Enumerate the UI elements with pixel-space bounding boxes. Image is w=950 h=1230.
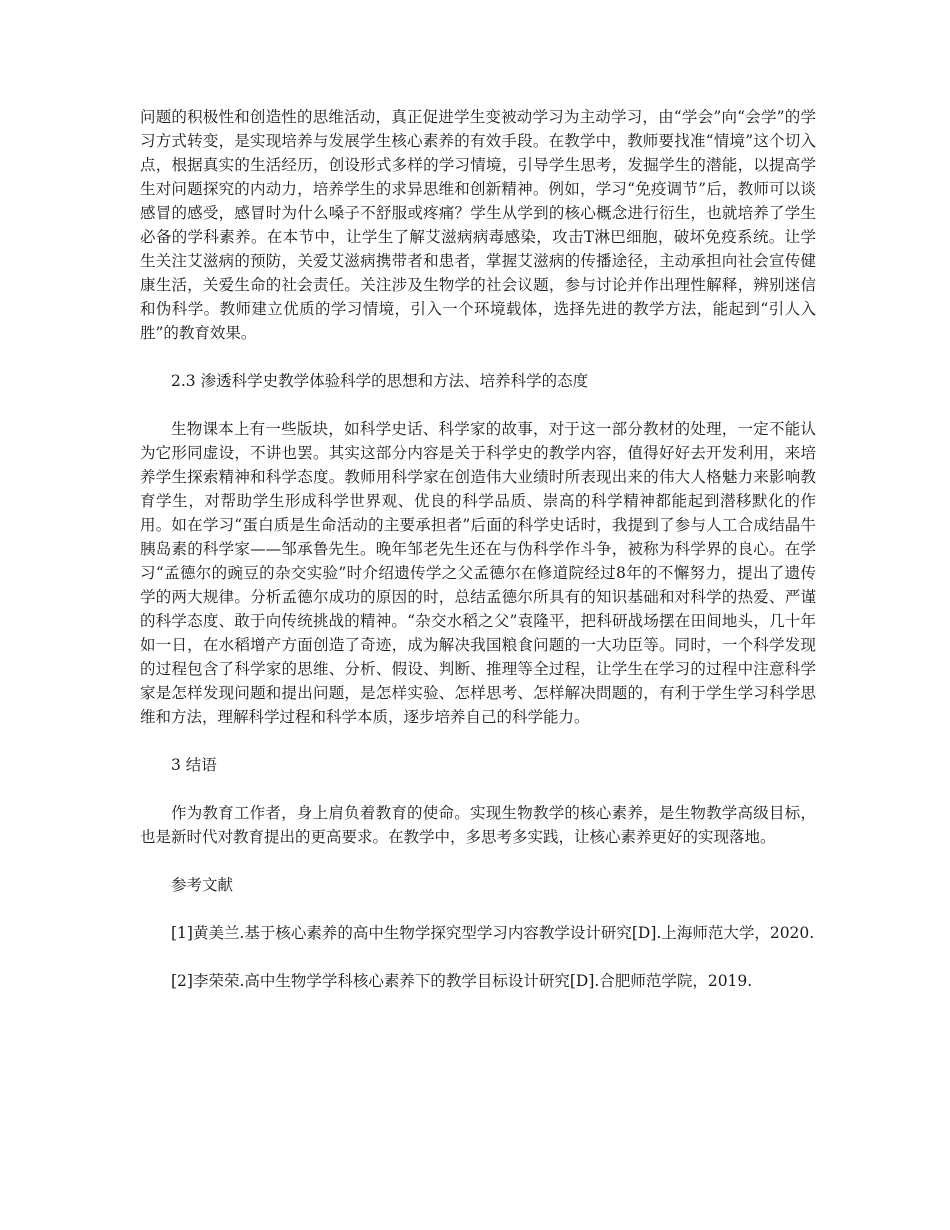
section-heading-3: 3 结语 <box>171 756 217 774</box>
section-heading-2-3: 2.3 渗透科学史教学体验科学的思想和方法、培养科学的态度 <box>171 372 589 390</box>
body-paragraph-1: 问题的积极性和创造性的思维活动，真正促进学生变被动学习为主动学习，由“学会”向“会学”的学习方式转变，是实现培养与发展学生核心素养的有效手段。在教学中，教师要找准“情境”这个切入点，根据真实的生活经历，创设形式多样的学习情境，引导学生思考，发掘学生的潜能，以提高学生对问题探究的内动力，培养学生的求异思维和创新精神。例如，学习“免疫调节”后，教师可以谈感冒的感受，感冒时为什么嗓子不舒服或疼痛？学生从学到的核心概念进行衍生，也就培养了学生必备的学科素养。在本节中，让学生了解艾滋病病毒感染，攻击T淋巴细胞，破坏免疫系统。让学生关注艾滋病的预防，关爱艾滋病携带者和患者，掌握艾滋病的传播途径，主动承担向社会宣传健康生活，关爱生命的社会责任。关注涉及生物学的社会议题，参与讨论并作出理性解释，辨别迷信和伪科学。教师建立优质的学习情境，引入一个环境载体，选择先进的教学方法，能起到“引人入胜”的教育效果。 <box>140 108 816 342</box>
references-heading: 参考文献 <box>171 876 234 894</box>
reference-item-2: [2]李荣荣.高中生物学学科核心素养下的教学目标设计研究[D].合肥师范学院，2019. <box>171 972 753 990</box>
reference-item-1: [1]黄美兰.基于核心素养的高中生物学探究型学习内容教学设计研究[D].上海师范大学，2020. <box>171 924 815 942</box>
document-body <box>140 105 816 993</box>
body-paragraph-2: 生物课本上有一些版块，如科学史话、科学家的故事，对于这一部分教材的处理，一定不能认为它形同虚设，不讲也罢。其实这部分内容是关于科学史的教学内容，值得好好去开发利用，来培养学生探索精神和科学态度。教师用科学家在创造伟大业绩时所表现出来的伟大人格魅力来影响教育学生，对帮助学生形成科学世界观、优良的科学品质、崇高的科学精神都能起到潜移默化的作用。如在学习“蛋白质是生命活动的主要承担者”后面的科学史话时，我提到了参与人工合成结晶牛胰岛素的科学家——邹承鲁先生。晚年邹老先生还在与伪科学作斗争，被称为科学界的良心。在学习“孟德尔的豌豆的杂交实验”时介绍遗传学之父孟德尔在修道院经过8年的不懈努力，提出了遗传学的两大规律。分析孟德尔成功的原因的时，总结孟德尔所具有的知识基础和对科学的热爱、严谨的科学态度、敢于向传统挑战的精神。“杂交水稻之父”袁隆平，把科研战场摆在田间地头，几十年如一日，在水稻增产方面创造了奇迹，成为解决我国粮食问题的一大功臣等。同时，一个科学发现的过程包含了科学家的思维、分析、假设、判断、推理等全过程，让学生在学习的过程中注意科学家是怎样发现问题和提出问题，是怎样实验、怎样思考、怎样解决問题的，有利于学生学习科学思维和方法，理解科学过程和科学本质，逐步培养自己的科学能力。 <box>140 420 816 726</box>
body-paragraph-3: 作为教育工作者，身上肩负着教育的使命。实现生物教学的核心素养，是生物教学高级目标，也是新时代对教育提出的更高要求。在教学中，多思考多实践，让核心素养更好的实现落地。 <box>140 804 816 846</box>
